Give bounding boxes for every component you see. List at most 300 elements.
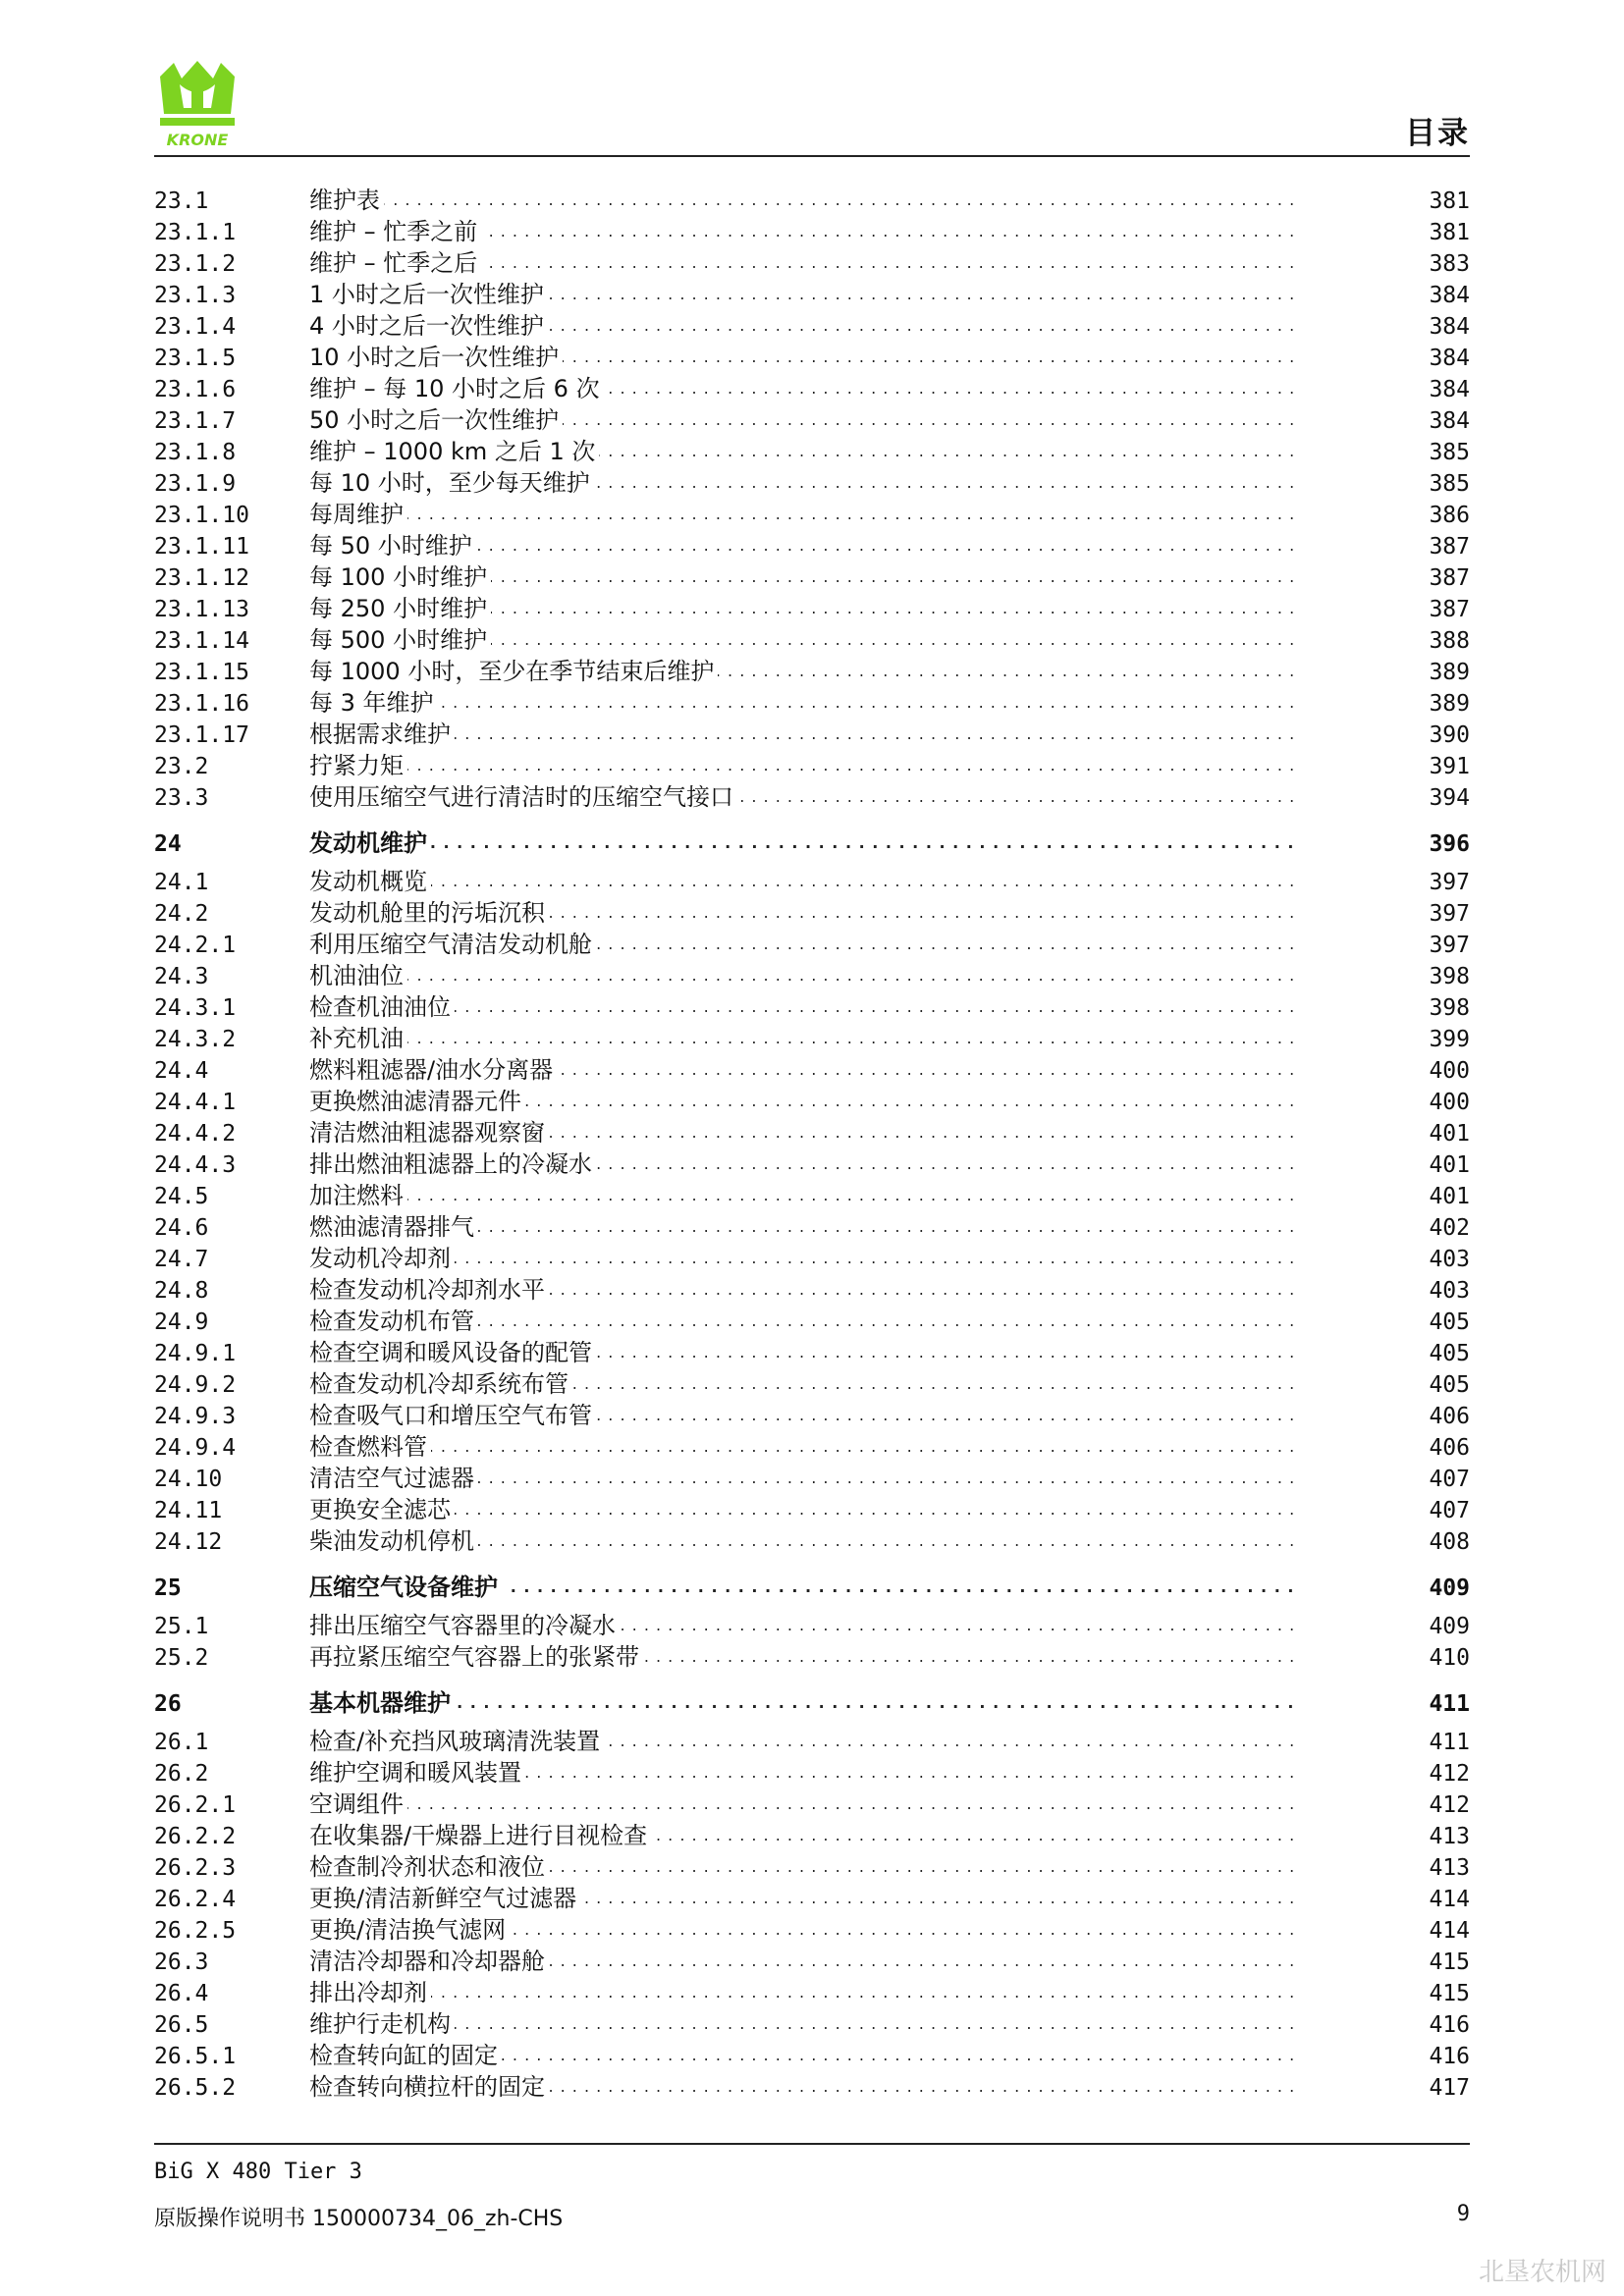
toc-entry-page: 384 [1429, 346, 1470, 371]
toc-entry-page: 402 [1429, 1215, 1470, 1241]
toc-entry[interactable] [154, 1368, 1470, 1400]
toc-entry-leader [309, 719, 1301, 750]
toc-entry-title: 检查机油油位 [309, 993, 455, 1021]
toc-entry-page: 397 [1429, 901, 1470, 927]
footer-page-number: 9 [1456, 2202, 1470, 2226]
toc-entry-leader [309, 781, 1301, 813]
toc-entry-title: 清洁燃油粗滤器观察窗 [309, 1119, 549, 1147]
toc-entry-title: 燃油滤清器排气 [309, 1213, 478, 1241]
toc-entry-number: 23.1.11 [154, 534, 249, 560]
toc-entry-leader [309, 2040, 1301, 2071]
toc-entry-leader [309, 342, 1301, 373]
toc-entry-title: 机油油位 [309, 962, 407, 989]
toc-entry-page: 381 [1429, 220, 1470, 245]
toc-entry-leader [309, 1687, 1301, 1719]
toc-entry-leader [309, 436, 1301, 467]
toc-entry[interactable] [154, 499, 1470, 530]
toc-entry-number: 24.9.4 [154, 1435, 237, 1461]
toc-entry-page: 415 [1429, 1981, 1470, 2006]
toc-entry-title: 每 1000 小时，至少在季节结束后维护 [309, 658, 718, 685]
toc-entry[interactable] [154, 929, 1470, 960]
toc-entry-leader [309, 750, 1301, 781]
toc-entry-number: 25 [154, 1575, 182, 1601]
toc-entry[interactable] [154, 1400, 1470, 1431]
toc-entry-number: 23.1.15 [154, 660, 249, 685]
toc-entry-page: 405 [1429, 1309, 1470, 1335]
krone-logo [152, 57, 243, 151]
toc-entry-leader [309, 1400, 1301, 1431]
toc-entry[interactable] [154, 1726, 1470, 1757]
toc-entry[interactable] [154, 1211, 1470, 1243]
toc-entry-leader [309, 1306, 1301, 1337]
toc-entry[interactable] [154, 279, 1470, 310]
toc-entry-title: 压缩空气设备维护 [309, 1574, 502, 1601]
toc-entry-title: 燃料粗滤器/油水分离器 [309, 1056, 557, 1084]
toc-entry[interactable] [154, 1054, 1470, 1086]
logo-text: KRONE [166, 131, 229, 149]
toc-entry-title: 利用压缩空气清洁发动机舱 [309, 931, 596, 958]
toc-entry[interactable] [154, 310, 1470, 342]
toc-entry-leader [309, 1883, 1301, 1914]
toc-entry-page: 386 [1429, 503, 1470, 528]
toc-entry-title: 排出燃油粗滤器上的冷凝水 [309, 1150, 596, 1178]
toc-entry-leader [309, 2071, 1301, 2103]
toc-entry-page: 400 [1429, 1090, 1470, 1115]
toc-entry[interactable] [154, 216, 1470, 247]
toc-entry[interactable] [154, 687, 1470, 719]
toc-entry-number: 25.1 [154, 1614, 209, 1639]
toc-entry-title: 检查发动机冷却系统布管 [309, 1370, 572, 1398]
toc-entry-leader [309, 185, 1301, 216]
toc-entry-number: 23.1.4 [154, 314, 237, 340]
toc-entry-page: 381 [1429, 188, 1470, 214]
toc-entry-title: 基本机器维护 [309, 1689, 455, 1717]
toc-entry[interactable] [154, 719, 1470, 750]
toc-entry[interactable] [154, 1243, 1470, 1274]
toc-entry[interactable] [154, 1525, 1470, 1557]
toc-entry-title: 更换安全滤芯 [309, 1496, 455, 1523]
toc-entry-leader [309, 1757, 1301, 1789]
toc-entry-title: 检查制冷剂状态和液位 [309, 1853, 549, 1881]
toc-entry-leader [309, 1494, 1301, 1525]
toc-entry-title: 维护 – 忙季之后 [309, 249, 481, 277]
toc-entry[interactable] [154, 373, 1470, 404]
toc-entry-number: 24.4.3 [154, 1152, 237, 1178]
toc-entry-number: 26.1 [154, 1730, 209, 1755]
toc-entry-number: 26.2.1 [154, 1792, 237, 1818]
toc-entry[interactable] [154, 750, 1470, 781]
toc-entry-page: 387 [1429, 534, 1470, 560]
toc-entry-leader [309, 1023, 1301, 1054]
toc-entry-leader [309, 1337, 1301, 1368]
toc-entry-page: 387 [1429, 597, 1470, 622]
toc-entry-page: 417 [1429, 2075, 1470, 2101]
toc-entry-title: 更换燃油滤清器元件 [309, 1088, 525, 1115]
toc-entry-leader [309, 561, 1301, 593]
toc-entry-title: 每 250 小时维护 [309, 595, 491, 622]
toc-entry-title: 每 50 小时维护 [309, 532, 476, 560]
toc-entry[interactable] [154, 1820, 1470, 1851]
toc-entry-number: 26.3 [154, 1949, 209, 1975]
toc-entry-page: 389 [1429, 660, 1470, 685]
toc-entry-title: 在收集器/干燥器上进行目视检查 [309, 1822, 651, 1849]
toc-entry-leader [309, 1463, 1301, 1494]
toc-entry-number: 23.1.14 [154, 628, 249, 654]
toc-entry[interactable] [154, 1180, 1470, 1211]
toc-entry-number: 23.1.8 [154, 440, 237, 465]
toc-entry-title: 排出压缩空气容器里的冷凝水 [309, 1612, 620, 1639]
toc-entry-title: 发动机冷却剂 [309, 1245, 455, 1272]
toc-entry-number: 25.2 [154, 1645, 209, 1671]
toc-entry-number: 24.4 [154, 1058, 209, 1084]
toc-entry-number: 23.1.17 [154, 722, 249, 748]
toc-entry-page: 383 [1429, 251, 1470, 277]
toc-entry-page: 394 [1429, 785, 1470, 811]
toc-entry-page: 403 [1429, 1278, 1470, 1304]
toc-entry-page: 384 [1429, 283, 1470, 308]
toc-entry[interactable] [154, 1883, 1470, 1914]
toc-entry[interactable] [154, 1306, 1470, 1337]
toc-entry-leader [309, 216, 1301, 247]
toc-entry-page: 398 [1429, 995, 1470, 1021]
toc-entry-number: 24.9.3 [154, 1404, 237, 1429]
toc-entry[interactable] [154, 593, 1470, 624]
header-divider [154, 155, 1470, 157]
toc-entry-leader [309, 373, 1301, 404]
toc-entry-leader [309, 1641, 1301, 1673]
toc-entry-number: 26.5 [154, 2012, 209, 2038]
toc-chapter-entry[interactable] [154, 828, 1470, 861]
toc-entry-page: 407 [1429, 1498, 1470, 1523]
toc-entry[interactable] [154, 530, 1470, 561]
toc-entry-leader [309, 1851, 1301, 1883]
toc-entry-number: 23.1.6 [154, 377, 237, 402]
toc-entry[interactable] [154, 404, 1470, 436]
toc-entry[interactable] [154, 1977, 1470, 2008]
toc-entry-page: 399 [1429, 1027, 1470, 1052]
toc-entry-title: 每 10 小时，至少每天维护 [309, 469, 594, 497]
toc-entry-number: 24.3.1 [154, 995, 237, 1021]
toc-entry[interactable] [154, 436, 1470, 467]
table-of-contents [154, 185, 1470, 2103]
toc-entry-page: 384 [1429, 314, 1470, 340]
toc-entry-number: 24.2.1 [154, 933, 237, 958]
toc-entry-page: 415 [1429, 1949, 1470, 1975]
toc-entry-page: 409 [1429, 1575, 1470, 1601]
toc-entry-title: 空调组件 [309, 1790, 407, 1818]
toc-entry-title: 发动机维护 [309, 829, 431, 857]
toc-entry[interactable] [154, 1274, 1470, 1306]
toc-entry-leader [309, 1054, 1301, 1086]
toc-entry-title: 清洁冷却器和冷却器舱 [309, 1948, 549, 1975]
toc-entry-leader [309, 1274, 1301, 1306]
toc-entry-number: 24.5 [154, 1184, 209, 1209]
toc-entry-title: 每周维护 [309, 501, 407, 528]
toc-entry-leader [309, 1914, 1301, 1946]
toc-entry-number: 23.3 [154, 785, 209, 811]
toc-entry-number: 23.1.7 [154, 408, 237, 434]
toc-entry[interactable] [154, 247, 1470, 279]
toc-entry-title: 检查空调和暖风设备的配管 [309, 1339, 596, 1366]
toc-entry-title: 每 100 小时维护 [309, 563, 491, 591]
toc-entry-title: 检查发动机布管 [309, 1308, 478, 1335]
toc-entry-number: 24.11 [154, 1498, 223, 1523]
toc-entry-leader [309, 624, 1301, 656]
toc-entry-page: 389 [1429, 691, 1470, 717]
toc-entry-title: 每 3 年维护 [309, 689, 438, 717]
toc-entry-title: 补充机油 [309, 1025, 407, 1052]
toc-entry-title: 10 小时之后一次性维护 [309, 344, 563, 371]
toc-entry-page: 401 [1429, 1152, 1470, 1178]
toc-entry-leader [309, 310, 1301, 342]
toc-entry[interactable] [154, 1086, 1470, 1117]
toc-entry-page: 414 [1429, 1918, 1470, 1944]
toc-entry-page: 410 [1429, 1645, 1470, 1671]
toc-entry-leader [309, 1148, 1301, 1180]
toc-entry-leader [309, 593, 1301, 624]
toc-entry-page: 407 [1429, 1467, 1470, 1492]
toc-entry-number: 26.2.5 [154, 1918, 237, 1944]
toc-entry-page: 409 [1429, 1614, 1470, 1639]
toc-entry-number: 24.12 [154, 1529, 223, 1555]
toc-entry[interactable] [154, 1789, 1470, 1820]
toc-entry-number: 24.3 [154, 964, 209, 989]
toc-entry-number: 24.1 [154, 870, 209, 895]
footer-product-name: BiG X 480 Tier 3 [154, 2160, 362, 2184]
toc-entry-leader [309, 1572, 1301, 1603]
toc-entry[interactable] [154, 2071, 1470, 2103]
toc-entry-page: 401 [1429, 1184, 1470, 1209]
toc-entry[interactable] [154, 561, 1470, 593]
toc-entry-page: 405 [1429, 1372, 1470, 1398]
toc-entry-page: 384 [1429, 377, 1470, 402]
toc-entry-leader [309, 1726, 1301, 1757]
toc-entry-number: 23.1.9 [154, 471, 237, 497]
toc-entry[interactable] [154, 185, 1470, 216]
toc-entry[interactable] [154, 1463, 1470, 1494]
toc-entry[interactable] [154, 1148, 1470, 1180]
toc-entry-number: 23.1.2 [154, 251, 237, 277]
toc-entry-number: 24.7 [154, 1247, 209, 1272]
toc-entry-number: 23.1.1 [154, 220, 237, 245]
toc-entry-leader [309, 1946, 1301, 1977]
toc-entry[interactable] [154, 1946, 1470, 1977]
toc-entry-page: 416 [1429, 2012, 1470, 2038]
toc-entry-page: 397 [1429, 933, 1470, 958]
toc-entry-number: 26 [154, 1691, 182, 1717]
toc-entry-title: 检查吸气口和增压空气布管 [309, 1402, 596, 1429]
toc-entry-title: 检查转向缸的固定 [309, 2042, 502, 2069]
toc-entry-leader [309, 1431, 1301, 1463]
toc-entry-leader [309, 279, 1301, 310]
toc-entry-leader [309, 1180, 1301, 1211]
toc-entry-number: 24.6 [154, 1215, 209, 1241]
toc-entry-leader [309, 656, 1301, 687]
toc-entry-page: 401 [1429, 1121, 1470, 1147]
toc-entry-number: 24 [154, 831, 182, 857]
toc-entry-number: 26.2 [154, 1761, 209, 1787]
toc-entry-page: 400 [1429, 1058, 1470, 1084]
footer-divider [154, 2143, 1470, 2145]
toc-entry-number: 24.9.2 [154, 1372, 237, 1398]
toc-entry-leader [309, 1211, 1301, 1243]
toc-entry-number: 26.5.2 [154, 2075, 237, 2101]
watermark: 北垦农机网 [1478, 2258, 1606, 2287]
toc-entry-page: 411 [1429, 1730, 1470, 1755]
toc-entry-page: 408 [1429, 1529, 1470, 1555]
toc-entry-number: 23.1.3 [154, 283, 237, 308]
toc-chapter-entry[interactable] [154, 1572, 1470, 1605]
toc-entry[interactable] [154, 866, 1470, 897]
toc-entry[interactable] [154, 1023, 1470, 1054]
toc-entry[interactable] [154, 2008, 1470, 2040]
toc-entry-page: 416 [1429, 2044, 1470, 2069]
toc-entry-page: 413 [1429, 1855, 1470, 1881]
page-title: 目录 [1405, 116, 1470, 151]
footer-document-id: 原版操作说明书 150000734_06_zh-CHS [154, 2207, 564, 2231]
crown-icon [152, 57, 243, 151]
toc-entry-number: 23.1.16 [154, 691, 249, 717]
toc-entry[interactable] [154, 1117, 1470, 1148]
toc-entry-page: 397 [1429, 870, 1470, 895]
toc-entry-leader [309, 404, 1301, 436]
toc-entry-title: 使用压缩空气进行清洁时的压缩空气接口 [309, 783, 737, 811]
toc-entry-number: 24.9.1 [154, 1341, 237, 1366]
toc-entry-title: 50 小时之后一次性维护 [309, 406, 563, 434]
toc-entry-title: 1 小时之后一次性维护 [309, 281, 548, 308]
toc-entry[interactable] [154, 781, 1470, 813]
toc-entry-page: 412 [1429, 1792, 1470, 1818]
toc-entry-leader [309, 828, 1301, 859]
toc-entry-leader [309, 1789, 1301, 1820]
toc-entry-title: 每 500 小时维护 [309, 626, 491, 654]
toc-entry-number: 24.2 [154, 901, 209, 927]
toc-entry-title: 拧紧力矩 [309, 752, 407, 779]
toc-entry-page: 390 [1429, 722, 1470, 748]
toc-entry[interactable] [154, 467, 1470, 499]
toc-entry-title: 清洁空气过滤器 [309, 1465, 478, 1492]
toc-entry-number: 26.2.3 [154, 1855, 237, 1881]
toc-entry-leader [309, 1525, 1301, 1557]
toc-entry[interactable] [154, 624, 1470, 656]
toc-entry-leader [309, 897, 1301, 929]
toc-entry-title: 维护表 [309, 187, 384, 214]
toc-entry-number: 23.1.13 [154, 597, 249, 622]
toc-entry-title: 检查转向横拉杆的固定 [309, 2073, 549, 2101]
toc-entry-leader [309, 866, 1301, 897]
toc-entry[interactable] [154, 1851, 1470, 1883]
toc-entry-leader [309, 499, 1301, 530]
toc-entry-title: 再拉紧压缩空气容器上的张紧带 [309, 1643, 643, 1671]
toc-entry-number: 26.5.1 [154, 2044, 237, 2069]
toc-entry-title: 维护行走机构 [309, 2010, 455, 2038]
toc-entry-page: 398 [1429, 964, 1470, 989]
toc-entry-leader [309, 467, 1301, 499]
toc-entry-number: 26.4 [154, 1981, 209, 2006]
toc-entry-number: 23.1.12 [154, 565, 249, 591]
toc-entry-leader [309, 960, 1301, 991]
toc-entry-title: 更换/清洁换气滤网 [309, 1916, 510, 1944]
toc-entry-page: 385 [1429, 440, 1470, 465]
toc-entry[interactable] [154, 1641, 1470, 1673]
toc-entry-page: 411 [1429, 1691, 1470, 1717]
toc-entry-title: 4 小时之后一次性维护 [309, 312, 548, 340]
toc-entry-title: 检查/补充挡风玻璃清洗装置 [309, 1728, 604, 1755]
toc-entry-leader [309, 1243, 1301, 1274]
toc-entry-number: 23.1.5 [154, 346, 237, 371]
toc-entry-title: 加注燃料 [309, 1182, 407, 1209]
toc-entry-number: 24.8 [154, 1278, 209, 1304]
toc-entry[interactable] [154, 991, 1470, 1023]
toc-entry-title: 检查燃料管 [309, 1433, 431, 1461]
toc-entry[interactable] [154, 1610, 1470, 1641]
toc-entry-leader [309, 1977, 1301, 2008]
toc-entry-number: 24.9 [154, 1309, 209, 1335]
toc-entry[interactable] [154, 1431, 1470, 1463]
toc-entry-page: 391 [1429, 754, 1470, 779]
toc-entry-number: 24.4.2 [154, 1121, 237, 1147]
toc-entry-leader [309, 687, 1301, 719]
toc-entry-title: 维护 – 每 10 小时之后 6 次 [309, 375, 604, 402]
toc-entry-number: 23.1 [154, 188, 209, 214]
toc-entry-page: 403 [1429, 1247, 1470, 1272]
toc-entry-page: 388 [1429, 628, 1470, 654]
toc-entry-number: 23.2 [154, 754, 209, 779]
toc-entry-leader [309, 530, 1301, 561]
toc-entry-title: 排出冷却剂 [309, 1979, 431, 2006]
toc-entry-page: 396 [1429, 831, 1470, 857]
toc-entry-page: 406 [1429, 1404, 1470, 1429]
toc-entry[interactable] [154, 960, 1470, 991]
toc-entry-title: 检查发动机冷却剂水平 [309, 1276, 549, 1304]
toc-entry-leader [309, 1117, 1301, 1148]
toc-entry-leader [309, 929, 1301, 960]
toc-entry-title: 维护 – 忙季之前 [309, 218, 481, 245]
toc-entry-page: 406 [1429, 1435, 1470, 1461]
toc-entry[interactable] [154, 897, 1470, 929]
toc-entry-title: 柴油发动机停机 [309, 1527, 478, 1555]
toc-entry[interactable] [154, 1494, 1470, 1525]
toc-entry[interactable] [154, 2040, 1470, 2071]
toc-entry[interactable] [154, 1914, 1470, 1946]
toc-entry-page: 384 [1429, 408, 1470, 434]
toc-entry-leader [309, 1820, 1301, 1851]
toc-entry-leader [309, 247, 1301, 279]
toc-entry-number: 24.4.1 [154, 1090, 237, 1115]
toc-entry-number: 23.1.10 [154, 503, 249, 528]
toc-entry-number: 24.10 [154, 1467, 223, 1492]
toc-entry-number: 24.3.2 [154, 1027, 237, 1052]
toc-entry[interactable] [154, 1757, 1470, 1789]
toc-entry[interactable] [154, 342, 1470, 373]
toc-entry[interactable] [154, 1337, 1470, 1368]
toc-entry[interactable] [154, 656, 1470, 687]
toc-entry-title: 根据需求维护 [309, 721, 455, 748]
toc-entry-title: 发动机概览 [309, 868, 431, 895]
toc-entry-leader [309, 1368, 1301, 1400]
toc-entry-leader [309, 991, 1301, 1023]
toc-entry-page: 412 [1429, 1761, 1470, 1787]
toc-entry-title: 更换/清洁新鲜空气过滤器 [309, 1885, 580, 1912]
toc-entry-number: 26.2.2 [154, 1824, 237, 1849]
toc-entry-leader [309, 2008, 1301, 2040]
toc-entry-title: 维护空调和暖风装置 [309, 1759, 525, 1787]
toc-entry-leader [309, 1610, 1301, 1641]
toc-entry-page: 405 [1429, 1341, 1470, 1366]
toc-entry-number: 26.2.4 [154, 1887, 237, 1912]
toc-entry-leader [309, 1086, 1301, 1117]
toc-chapter-entry[interactable] [154, 1687, 1470, 1721]
